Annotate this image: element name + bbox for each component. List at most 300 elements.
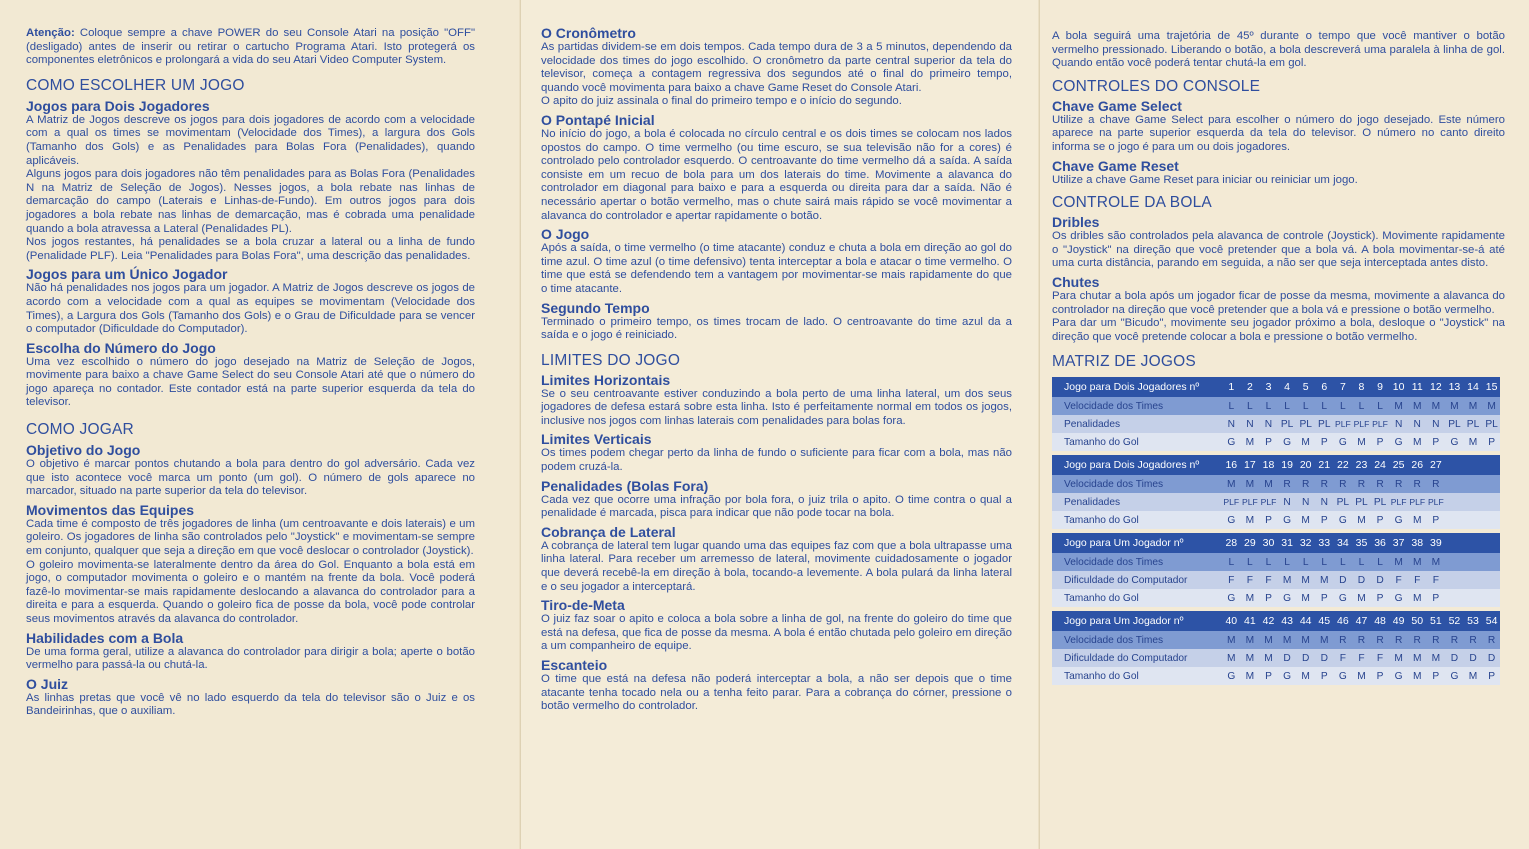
matrix-cell: PLF [1242,496,1258,507]
matrix-cell: N [1320,496,1328,508]
subheading-cobranca-lateral: Cobrança de Lateral [541,523,676,540]
matrix-row-label: Velocidade dos Times [1064,400,1164,412]
matrix-cell: F [1376,652,1384,664]
matrix-cell: L [1340,556,1346,568]
subheading-game-reset: Chave Game Reset [1052,157,1179,174]
matrix-game-number: 33 [1318,537,1331,550]
matrix-cell: L [1377,556,1383,568]
matrix-game-number: 9 [1377,381,1383,394]
matrix-game-number: 41 [1244,615,1256,628]
subheading-escanteio: Escanteio [541,657,608,673]
subheading-pontape: O Pontapé Inicial [541,111,655,128]
matrix-cell: D [1376,574,1384,586]
matrix-header-row [1052,533,1500,553]
matrix-game-number: 22 [1337,459,1349,472]
paragraph: O time que está na defesa não poderá interceptar a bola, a não ser depois que o time atacante tenha tocado nela ou a tenha feito parar. Para a cobrança do córner, pressione o botão vermelho do controlador. [541,673,1012,713]
matrix-game-number: 11 [1411,381,1423,394]
matrix-cell: F [1228,574,1235,586]
matrix-cell: M [1245,436,1255,448]
matrix-game-number: 47 [1355,615,1368,628]
matrix-cell: R [1376,634,1384,646]
matrix-cell: L [1284,400,1290,412]
matrix-header-row [1052,455,1500,475]
matrix-row-label: Tamanho do Gol [1064,514,1139,526]
matrix-game-number: 48 [1374,615,1386,628]
matrix-cell: P [1265,436,1272,448]
matrix-cell: R [1413,478,1421,490]
paragraph: A cobrança de lateral tem lugar quando uma das equipes faz com que a bola ultrapasse uma linha lateral. Para receber um arremesso de lateral, movimente cuidadosamente o jogador que deverá recebê-la em direção à bola, tocando-a levemente. A bola pulará da linha lateral e o seu jogador a interceptará. [541,539,1012,593]
matrix-cell: L [1340,400,1346,412]
matrix-cell: N [1432,418,1440,430]
matrix-row-label: Tamanho do Gol [1064,436,1139,448]
matrix-game-number: 14 [1467,381,1479,394]
matrix-row-label: Tamanho do Gol [1064,592,1139,604]
matrix-row [1052,667,1500,685]
matrix-game-number: 52 [1448,615,1461,628]
matrix-cell: F [1395,574,1402,586]
matrix-row-label: Penalidades [1064,418,1121,430]
matrix-row [1052,571,1500,589]
matrix-cell: P [1432,670,1440,682]
matrix-cell: L [1358,400,1365,412]
paragraph: Nos jogos restantes, há penalidades se a bola cruzar a lateral ou a linha de fundo (Penalidade PLF). Leia "Penalidades para Bolas Fora", uma descrição das penalidades. [26,236,475,262]
matrix-cell: D [1283,652,1291,664]
matrix-cell: M [1450,400,1459,412]
matrix-cell: PL [1373,496,1387,508]
matrix-cell: PL [1485,418,1498,430]
matrix-cell: R [1357,634,1366,646]
matrix-row [1052,553,1500,571]
matrix-cell: D [1357,574,1366,586]
matrix-cell: M [1412,514,1422,526]
matrix-cell: R [1469,634,1477,646]
matrix-cell: N [1413,418,1421,430]
matrix-game-number: 45 [1318,615,1331,628]
matrix-cell: G [1338,670,1347,682]
subheading-movimentos: Movimentos das Equipes [26,501,195,518]
matrix-row-label: Dificuldade do Computador [1064,652,1188,664]
matrix-game-number: 30 [1262,537,1275,550]
paragraph: Uma vez escolhido o número do jogo desejado na Matriz de Seleção de Jogos, movimente para baixo a chave Game Select do seu Console Atari até que o número do jogo apareça no contador. Este contador está na parte superior esquerda da tela do televisor. [26,355,475,409]
matrix-game-number: 15 [1485,381,1498,394]
matrix-game-number: 40 [1225,615,1238,628]
matrix-cell: PL [1448,418,1461,430]
matrix-row [1052,589,1500,607]
matrix-cell: M [1245,652,1255,664]
warning-paragraph [26,27,475,68]
matrix-cell: M [1282,634,1292,646]
matrix-cell: M [1394,556,1403,568]
matrix-cell: M [1468,436,1478,448]
matrix-cell: F [1246,574,1253,586]
paragraph: Utilize a chave Game Reset para iniciar ou reiniciar um jogo. [1052,173,1358,186]
matrix-cell: N [1264,418,1273,430]
heading-controle-bola: CONTROLE DA BOLA [1052,194,1212,212]
matrix-cell: G [1394,670,1403,682]
subheading-segundo-tempo: Segundo Tempo [541,299,650,316]
paragraph: O goleiro movimenta-se lateralmente dentro da área do Gol. Enquanto a bola está em jogo, o computador movimenta o goleiro e o mantém na frente da bola. Você poderá fazê-lo movimentar-se mais rapidamente deslocando a alavanca do controlador para a direita e para a esquerda. Quando o goleiro fica de posse da bola, você pode controlar seus movimentos através da alavanca do controlador. [26,558,475,625]
subheading-unico-jogador: Jogos para um Único Jogador [26,266,228,283]
matrix-row-label: Dificuldade do Computador [1064,574,1188,586]
matrix-cell: M [1357,436,1366,448]
matrix-header-label: Jogo para Dois Jogadores nº [1064,459,1200,472]
matrix-game-number: 12 [1429,381,1442,394]
matrix-game-number: 8 [1358,381,1365,394]
matrix-game-number: 51 [1429,615,1442,628]
matrix-cell: R [1320,478,1328,490]
matrix-cell: R [1357,478,1366,490]
subheading-verticais: Limites Verticais [541,431,652,448]
subheading-o-jogo: O Jogo [541,226,590,243]
matrix-game-number: 37 [1392,537,1405,550]
matrix-cell: N [1283,496,1291,508]
matrix-cell: N [1227,418,1235,430]
matrix-cell: D [1320,652,1328,664]
matrix-cell: M [1394,652,1403,664]
heading-limites: LIMITES DO JOGO [541,351,681,369]
matrix-cell: M [1245,670,1255,682]
matrix-game-number: 16 [1225,459,1238,472]
matrix-cell: L [1284,556,1290,568]
paragraph: Se o seu centroavante estiver conduzindo a bola perto de uma linha lateral, um dos seus jogadores de defesa estará sobre esta linha. Isto é perfeitamente normal em todos os jogos, inclusive nos jogos com linhas laterais com penalidades para bolas fora. [541,387,1012,427]
matrix-cell: M [1412,556,1422,568]
matrix-cell: P [1265,592,1272,604]
matrix-cell: N [1301,496,1310,508]
matrix-game-number: 29 [1244,537,1256,550]
matrix-header-row [1052,611,1500,631]
matrix-cell: G [1227,670,1236,682]
paragraph: Utilize a chave Game Select para escolher o número do jogo desejado. Este número aparece na parte superior esquerda da tela do televisor. O número no canto direito informa se o jogo é para um ou dois jogadores. [1052,113,1505,153]
matrix-cell: M [1245,514,1255,526]
matrix-cell: P [1376,514,1384,526]
matrix-cell: PL [1466,418,1480,430]
subheading-habilidades: Habilidades com a Bola [26,629,184,646]
paragraph: O objetivo é marcar pontos chutando a bola para dentro do gol adversário. Cada vez que isto acontece você marca um ponto (um gol). O número de gols aparece no marcador, situado na parte superior da tela do televisor. [26,458,475,498]
matrix-cell: M [1320,574,1329,586]
matrix-cell: D [1487,652,1496,664]
matrix-cell: L [1302,556,1309,568]
matrix-cell: M [1301,514,1310,526]
matrix-cell: P [1320,436,1328,448]
matrix-cell: G [1338,514,1347,526]
paragraph: Após a saída, o time vermelho (o time atacante) conduz e chuta a bola em direção ao gol do time azul. O time azul (o time defensivo) tenta interceptar a bola e atacar o time vermelho. O time que está se defendendo tem a vantagem por movimentar-se mais rapidamente do que o time atacante. [541,242,1012,295]
matrix-game-number: 23 [1355,459,1368,472]
matrix-cell: L [1321,556,1328,568]
matrix-row-label: Velocidade dos Times [1064,478,1164,490]
matrix-cell: R [1339,634,1347,646]
matrix-game-number: 25 [1392,459,1405,472]
matrix-cell: M [1245,592,1255,604]
matrix-cell: M [1468,670,1478,682]
matrix-cell: PLF [1372,418,1388,429]
matrix-game-number: 31 [1281,537,1293,550]
paragraph: Os dribles são controlados pela alavanca de controle (Joystick). Movimente rapidamente o "Joystick" na direção que você pretender que a bola vá. A bola movimentar-se-á até uma curta distância, parando em seguida, a não ser que seja interceptada antes disto. [1052,230,1505,270]
matrix-header-row [1052,377,1500,397]
matrix-cell: G [1394,514,1403,526]
matrix-game-number: 32 [1299,537,1312,550]
matrix-game-number: 46 [1337,615,1349,628]
matrix-cell: L [1228,556,1235,568]
subheading-dribles: Dribles [1052,214,1100,231]
matrix-cell: R [1450,634,1459,646]
paragraph: Cada vez que ocorre uma infração por bola fora, o juiz trila o apito. O time contra o qual a penalidade é marcada, pisca para indicar que não pode tocar na bola. [541,493,1012,520]
matrix-cell: D [1339,574,1347,586]
matrix-cell: R [1301,478,1310,490]
matrix-cell: G [1394,592,1403,604]
matrix-game-number: 27 [1429,459,1442,472]
matrix-row-label: Tamanho do Gol [1064,670,1139,682]
matrix-game-number: 2 [1246,381,1253,394]
game-matrix-table [1052,377,1500,685]
matrix-cell: G [1227,514,1236,526]
matrix-cell: PLF [1427,496,1444,507]
matrix-cell: L [1247,400,1253,412]
matrix-row [1052,631,1500,649]
matrix-cell: F [1339,652,1346,664]
matrix-cell: M [1468,400,1478,412]
matrix-cell: F [1265,574,1272,586]
matrix-cell: PLF [1409,496,1426,507]
subheading-horizontais: Limites Horizontais [541,371,671,388]
matrix-cell: PLF [1334,418,1351,429]
matrix-cell: R [1339,478,1347,490]
paragraph: Os times podem chegar perto da linha de fundo o suficiente para ficar com a bola, mas não podem cruzá-la. [541,447,1012,474]
matrix-cell: F [1358,652,1365,664]
subheading-dois-jogadores: Jogos para Dois Jogadores [26,97,210,114]
matrix-cell: PL [1280,418,1294,430]
matrix-row-label: Penalidades [1064,496,1121,508]
matrix-cell: P [1376,592,1384,604]
matrix-game-number: 19 [1281,459,1293,472]
matrix-cell: PL [1355,496,1368,508]
matrix-cell: G [1338,592,1347,604]
paragraph: Para chutar a bola após um jogador ficar de posse da mesma, movimente a alavanca do controlador na direção que você pretender que a bola vá e pressione o botão vermelho. [1052,289,1505,316]
matrix-cell: G [1283,670,1292,682]
matrix-game-number: 54 [1485,615,1498,628]
matrix-cell: M [1301,670,1310,682]
subheading-chutes: Chutes [1052,273,1100,290]
paragraph: A Matriz de Jogos descreve os jogos para dois jogadores de acordo com a velocidade com a qual os times se movimentam (Velocidade dos Times), a largura dos Gols (Tamanho dos Gols) e as Penalidades para Bolas Fora (Penalidades), quando aplicáveis. [26,113,475,167]
matrix-game-number: 10 [1392,381,1405,394]
panel-left [0,0,519,849]
matrix-cell: M [1301,592,1310,604]
matrix-cell: P [1265,514,1272,526]
matrix-game-number: 6 [1321,381,1328,394]
matrix-game-number: 42 [1262,615,1275,628]
matrix-cell: L [1321,400,1328,412]
matrix-cell: P [1265,670,1272,682]
matrix-cell: F [1432,574,1439,586]
matrix-cell: P [1320,592,1328,604]
matrix-game-number: 39 [1429,537,1442,550]
matrix-cell: L [1247,556,1253,568]
matrix-cell: M [1412,670,1422,682]
matrix-cell: G [1283,514,1292,526]
matrix-game-number: 21 [1318,459,1331,472]
matrix-cell: R [1376,478,1384,490]
matrix-cell: M [1431,400,1441,412]
matrix-cell: P [1376,436,1384,448]
matrix-cell: M [1282,574,1292,586]
matrix-cell: PL [1299,418,1312,430]
matrix-cell: M [1431,556,1441,568]
matrix-game-number: 3 [1265,381,1272,394]
matrix-row [1052,649,1500,667]
matrix-game-number: 7 [1339,381,1346,394]
matrix-cell: G [1450,436,1459,448]
subheading-penalidades: Penalidades (Bolas Fora) [541,477,709,494]
matrix-cell: L [1228,400,1235,412]
panel-right [1040,0,1529,849]
matrix-cell: M [1227,652,1236,664]
matrix-cell: N [1394,418,1403,430]
matrix-cell: P [1488,670,1495,682]
paragraph: O apito do juiz assinala o final do primeiro tempo e o início do segundo. [541,95,902,108]
paragraph: Cada time é composto de três jogadores de linha (um centroavante e dois laterais) e um goleiro. Os jogadores de linha são controlados pelo "Joystick" e movimentam-se sempre em conjunto, qualquer que seja a direção em que você deslocar o controlador (Joystick). [26,517,475,558]
matrix-cell: R [1394,478,1403,490]
matrix-cell: P [1320,514,1328,526]
matrix-cell: G [1227,592,1236,604]
heading-controles-console: CONTROLES DO CONSOLE [1052,77,1261,95]
matrix-cell: G [1283,592,1292,604]
matrix-cell: M [1357,670,1366,682]
matrix-cell: R [1432,634,1440,646]
matrix-cell: M [1357,514,1366,526]
matrix-cell: M [1412,436,1422,448]
matrix-game-number: 53 [1467,615,1479,628]
subheading-juiz: O Juiz [26,675,69,692]
matrix-row [1052,493,1500,511]
matrix-cell: G [1394,436,1403,448]
paragraph: A bola seguirá uma trajetória de 45º durante o tempo que você mantiver o botão vermelho pressionado. Liberando o botão, a bola descreverá uma paralela à linha de gol. Quando então você poderá tentar chutá-la em gol. [1052,30,1505,70]
paragraph: No início do jogo, a bola é colocada no círculo central e os dois times se colocam nos lados opostos do campo. O time vermelho (ou time escuro, se sua televisão não for a cores) é controlado pelo controlador esquerdo. O centroavante do time vermelho dá a saída. A saída consiste em um recuo de bola para um dos laterais do time. Movimente a alavanca do controlador em diagonal para baixo e para a esquerda ou direita para dar a saída. Não é necessário apertar o botão vermelho, mas o chute sairá mais rápido se você movimentar a alavanca do controlador e apertar rapidamente o botão. [541,127,1012,222]
matrix-cell: P [1432,592,1440,604]
matrix-game-number: 20 [1299,459,1312,472]
matrix-cell: N [1246,418,1254,430]
matrix-game-number: 28 [1225,537,1238,550]
matrix-cell: G [1283,436,1292,448]
matrix-cell: M [1227,634,1236,646]
matrix-cell: M [1245,478,1255,490]
matrix-game-number: 4 [1284,381,1290,394]
matrix-cell: M [1301,574,1310,586]
matrix-game-number: 18 [1262,459,1275,472]
matrix-cell: M [1227,478,1236,490]
paragraph: Alguns jogos para dois jogadores não têm penalidades para as Bolas Fora (Penalidades N na Matriz de Seleção de Jogos). Nesses jogos, a bola rebate nas linhas de demarcação do campo (Laterais e Linhas-de-Fundo). Em outros jogos para dois jogadores a bola rebate nas linhas de demarcação, mas é cobrada uma penalidade quando a bola atravessa a Lateral (Penalidades PL). [26,168,475,235]
matrix-cell: G [1450,670,1459,682]
matrix-game-number: 35 [1355,537,1368,550]
matrix-cell: M [1487,400,1496,412]
matrix-row-label: Velocidade dos Times [1064,556,1164,568]
matrix-cell: PLF [1353,418,1370,429]
matrix-cell: P [1432,514,1440,526]
paragraph: Para dar um "Bicudo", movimente seu jogador próximo a bola, desloque o "Joystick" na direção que você pretende colocar a bola e pressione o botão vermelho. [1052,317,1505,343]
matrix-cell: M [1412,400,1422,412]
matrix-game-number: 43 [1281,615,1293,628]
matrix-game-number: 5 [1302,381,1309,394]
matrix-cell: P [1488,436,1495,448]
paragraph: As partidas dividem-se em dois tempos. Cada tempo dura de 3 a 5 minutos, dependendo da velocidade dos times do jogo escolhido. O cronômetro da parte central superior da tela do televisor, começa a contagem regressiva dos segundos até o final do primeiro tempo, quando você movimenta para baixo a chave Game Reset do Console Atari. [541,41,1012,94]
matrix-game-number: 17 [1244,459,1256,472]
matrix-cell: G [1227,436,1236,448]
matrix-row [1052,511,1500,529]
warning-lead: Atenção: [26,27,75,39]
matrix-game-number: 44 [1299,615,1312,628]
matrix-cell: M [1264,634,1273,646]
matrix-cell: P [1432,436,1440,448]
matrix-row [1052,415,1500,433]
matrix-cell: L [1358,556,1365,568]
matrix-game-number: 34 [1337,537,1349,550]
matrix-cell: M [1412,592,1422,604]
matrix-cell: R [1432,478,1440,490]
matrix-game-number: 26 [1411,459,1424,472]
matrix-cell: PL [1318,418,1331,430]
subheading-game-select: Chave Game Select [1052,97,1182,114]
matrix-cell: P [1320,670,1328,682]
matrix-game-number: 1 [1228,381,1235,394]
matrix-cell: R [1413,634,1421,646]
subheading-escolha-numero: Escolha do Número do Jogo [26,339,216,356]
subheading-tiro-de-meta: Tiro-de-Meta [541,597,625,614]
heading-matriz: MATRIZ DE JOGOS [1052,353,1196,371]
subheading-cronometro: O Cronômetro [541,25,636,41]
paragraph: Terminado o primeiro tempo, os times trocam de lado. O centroavante do time azul da a saída e o jogo é reiniciado. [541,315,1012,342]
paragraph: O juiz faz soar o apito e coloca a bola sobre a linha de gol, na frente do goleiro do time que está na defesa, que fica de posse da mesma. A bola é então chutada pelo goleiro em direção a um companheiro de equipe. [541,613,1012,653]
matrix-cell: M [1431,652,1441,664]
matrix-game-number: 50 [1411,615,1424,628]
heading-como-jogar: COMO JOGAR [26,421,134,439]
matrix-cell: R [1394,634,1403,646]
matrix-cell: PLF [1390,496,1407,507]
matrix-cell: M [1412,652,1422,664]
matrix-cell: D [1469,652,1477,664]
matrix-cell: PLF [1223,496,1240,507]
matrix-cell: M [1264,478,1273,490]
paragraph: As linhas pretas que você vê no lado esquerdo da tela do televisor são o Juiz e os Bandeirinhas, que o auxiliam. [26,691,475,718]
matrix-cell: P [1376,670,1384,682]
panel-middle [521,0,1038,849]
matrix-game-number: 38 [1411,537,1424,550]
matrix-cell: PL [1336,496,1350,508]
matrix-cell: M [1245,634,1255,646]
paragraph: De uma forma geral, utilize a alavanca do controlador para dirigir a bola; aperte o botão vermelho para passá-la ou chutá-la. [26,645,475,672]
matrix-cell: PLF [1260,496,1277,507]
matrix-row [1052,397,1500,415]
matrix-cell: D [1450,652,1459,664]
matrix-cell: M [1394,400,1403,412]
paragraph: Não há penalidades nos jogos para um jogador. A Matriz de Jogos descreve os jogos de acordo com a velocidade com a qual as equipes se movimentam (Velocidade dos Times), a Largura dos Gols (Tamanho dos Gols) e o Grau de Dificuldade para se vencer o computador (Dificuldade do Computador). [26,282,475,336]
matrix-game-number: 13 [1448,381,1461,394]
matrix-header-label: Jogo para Um Jogador nº [1064,615,1184,628]
matrix-row [1052,433,1500,451]
matrix-cell: D [1301,652,1310,664]
matrix-cell: R [1487,634,1496,646]
matrix-cell: G [1338,436,1347,448]
matrix-cell: R [1283,478,1291,490]
matrix-cell: M [1301,436,1310,448]
matrix-row [1052,475,1500,493]
matrix-game-number: 24 [1374,459,1386,472]
matrix-cell: M [1301,634,1310,646]
matrix-cell: L [1302,400,1309,412]
subheading-objetivo: Objetivo do Jogo [26,442,141,459]
matrix-cell: F [1414,574,1421,586]
matrix-header-label: Jogo para Dois Jogadores nº [1064,381,1200,394]
heading-como-escolher: COMO ESCOLHER UM JOGO [26,76,245,94]
warning-text: Coloque sempre a chave POWER do seu Console Atari na posição "OFF" (desligado) antes de inserir ou retirar o cartucho Programa Atari. Isto protegerá os componentes eletrônicos e prolongará a vida do seu Atari Video Computer System. [26,27,475,67]
matrix-game-number: 49 [1392,615,1405,628]
